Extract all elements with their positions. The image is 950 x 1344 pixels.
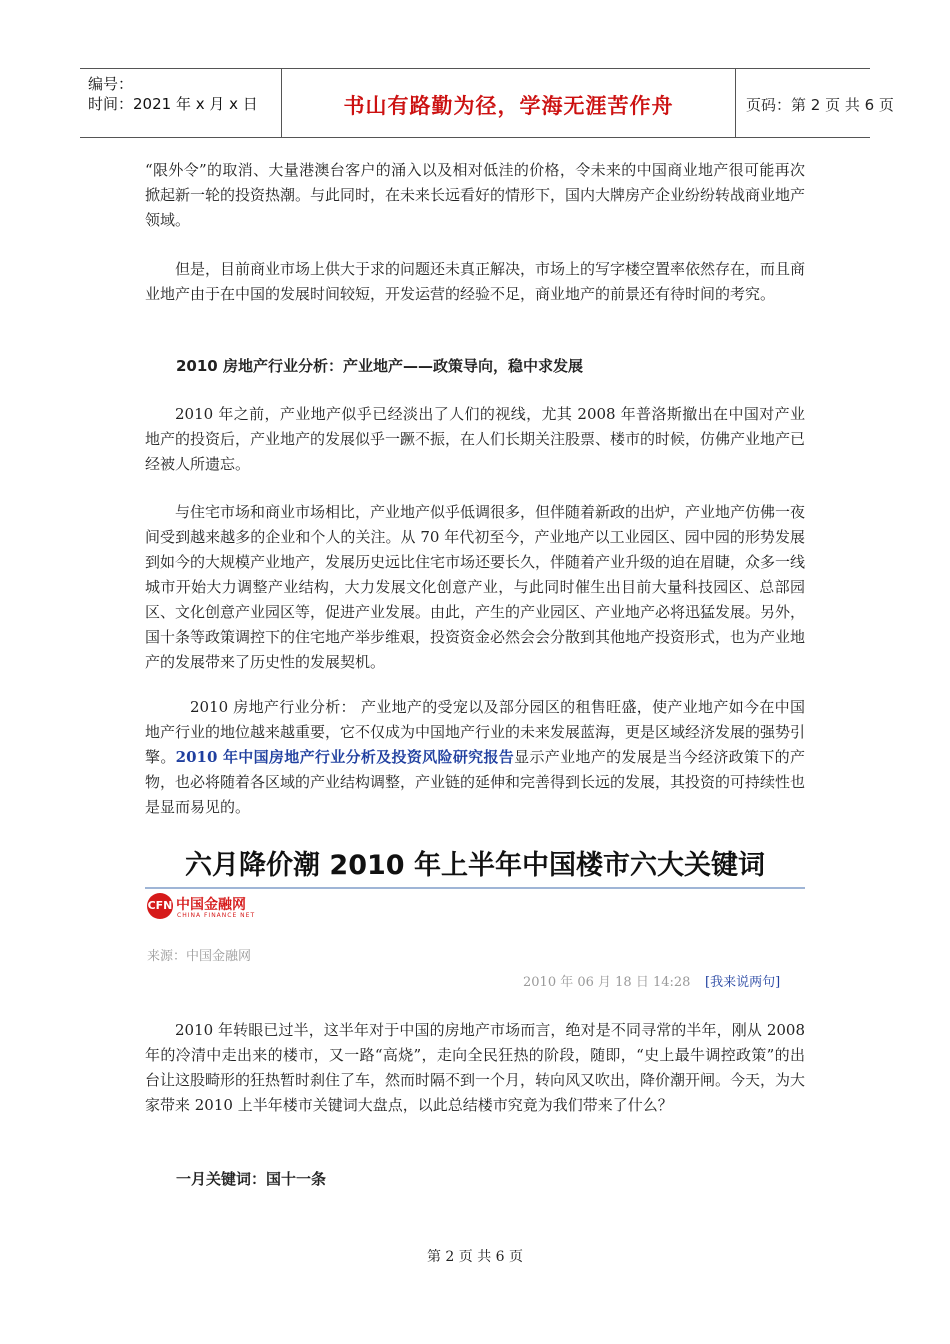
article-paragraph-1: 2010 年转眼已过半，这半年对于中国的房地产市场而言，绝对是不同寻常的半年，刚从 2008 年的冷清中走出来的楼市，又一路“高烧”，走向全民狂热的阶段，随即，“史上最牛调控政策”的出台让这股畸形的狂热暂时刹住了车，然而时隔不到一个月，转向风又吹出，降价潮开闸。今天，为大家带来 2010 上半年楼市关键词大盘点，以此总结楼市究竟为我们带来了什么？ [145, 1021, 806, 1114]
report-link[interactable]: 2010 年中国房地产行业分析及投资风险研究报告 [175, 748, 515, 766]
logo-mark-icon: CFN [147, 893, 173, 919]
header-motto-cell [282, 69, 736, 137]
header-page-cell [736, 69, 894, 137]
paragraph-4: 与住宅市场和商业市场相比，产业地产似乎低调很多，但伴随着新政的出炉，产业地产仿佛一夜间受到越来越多的企业和个人的关注。从 70 年代初至今，产业地产以工业园区、园中园的形势发展到如今的大规模产业地产，发展历史远比住宅市场还要长久，伴随着产业升级的迫在眉睫，众多一线城市开始大力调整产业结构，大力发展文化创意产业，与此同时催生出目前大量科技园区、总部园区、文化创意产业园区等，促进产业发展。由此，产生的产业园区、产业地产必将迅猛发展。另外，国十条等政策调控下的住宅地产举步维艰，投资资金必然会会分散到其他地产投资形式，也为产业地产的发展带来了历史性的发展契机。 [145, 503, 806, 671]
article-date: 2010 年 06 月 18 日 14:28 [523, 975, 691, 990]
paragraph-1: “限外令”的取消、大量港澳台客户的涌入以及相对低洼的价格，令未来的中国商业地产很可能再次掀起新一轮的投资热潮。与此同时，在未来长远看好的情形下，国内大牌房产企业纷纷转战商业地产领域。 [145, 161, 806, 229]
section-subhead-industrial: 2010 房地产行业分析：产业地产——政策导向，稳中求发展 [176, 357, 583, 375]
paragraph-3: 2010 年之前，产业地产似乎已经淡出了人们的视线，尤其 2008 年普洛斯撤出在中国对产业地产的投资后，产业地产的发展似乎一蹶不振，在人们长期关注股票、楼市的时候，仿佛产业地产已经被人所遗忘。 [145, 405, 806, 473]
header-page-code: 页码：第 2 页 共 6 页 [746, 96, 894, 114]
comment-link[interactable]: [我来说两句] [705, 975, 781, 990]
doc-number-label: 编号： [88, 75, 134, 93]
logo-en-text: CHINA FINANCE NET [177, 912, 256, 919]
article-subhead-january: 一月关键词：国十一条 [176, 1170, 327, 1188]
doc-date-label: 时间：2021 年 x 月 x 日 [88, 95, 258, 113]
logo-cn-text: 中国金融网 [176, 897, 246, 913]
paragraph-5 [145, 695, 805, 820]
china-finance-net-logo [147, 893, 267, 921]
page-footer: 第 2 页 共 6 页 [426, 1249, 524, 1265]
page-header [80, 68, 894, 138]
article-source: 来源：中国金融网 [147, 949, 252, 964]
paragraph-5-intro: 2010 房地产行业分析： 产业地产的受宠以及部分园区的租售旺盛，使产业地产如今在中国地产行业的地位越来越重要，它不仅成为中国地产行业的未来发展蓝海，更是区域经济发展的强势引擎。 [145, 698, 806, 766]
article-title: 六月降价潮 2010 年上半年中国楼市六大关键词 [185, 850, 765, 881]
paragraph-2: 但是，目前商业市场上供大于求的问题还未真正解决，市场上的写字楼空置率依然存在，而且商业地产由于在中国的发展时间较短，开发运营的经验不足，商业地产的前景还有待时间的考究。 [145, 260, 806, 303]
title-divider [145, 887, 805, 889]
header-left-cell [80, 69, 282, 137]
paragraph-5-rest: 显示产业地产的发展是当今经济政策下的产物，也必将随着各区域的产业结构调整，产业链的延伸和完善得到长远的发展，其投资的可持续性也是显而易见的。 [145, 748, 806, 816]
header-motto: 书山有路勤为径，学海无涯苦作舟 [343, 94, 674, 118]
